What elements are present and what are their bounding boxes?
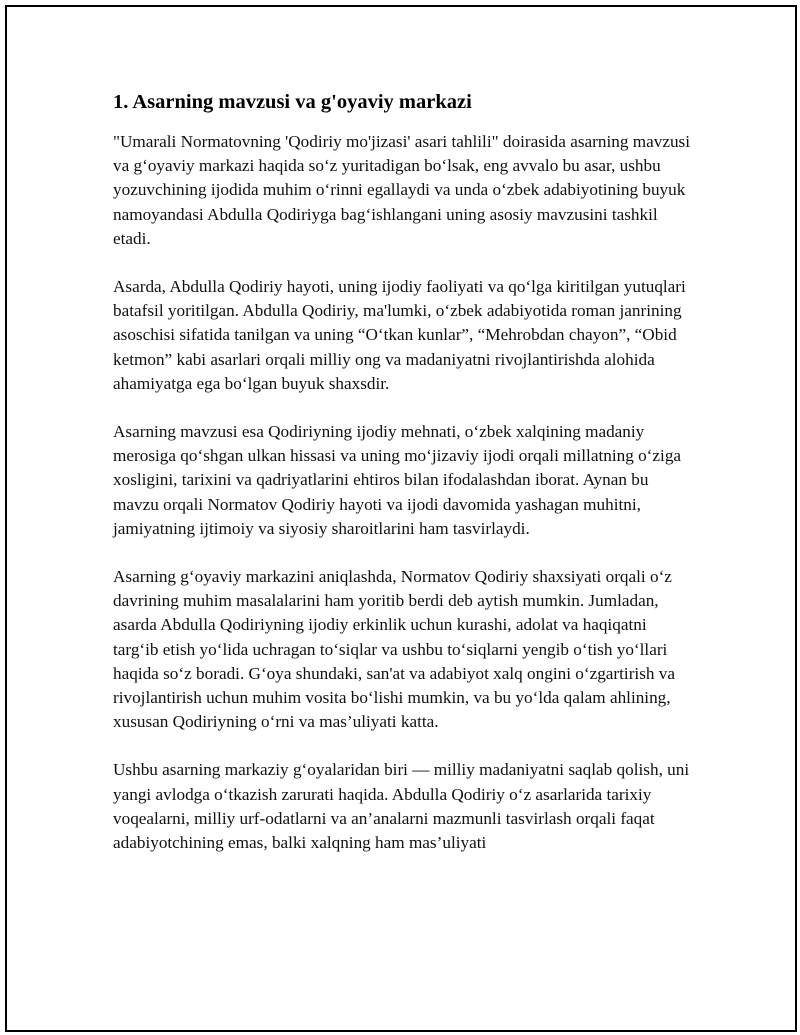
- paragraph-2: Asarda, Abdulla Qodiriy hayoti, uning ijodiy faoliyati va qo‘lga kiritilgan yutuqlari batafsil yoritilgan. Abdulla Qodiriy, ma'lumki, o‘zbek adabiyotida roman janrining asoschisi sifatida tanilgan va uning “O‘tkan kunlar”, “Mehrobdan chayon”, “Obid ketmon” kabi asarlari orqali milliy ong va madaniyatni rivojlantirishda alohida ahamiyatga ega bo‘lgan buyuk shaxsdir.: [113, 277, 686, 393]
- paragraph-3: Asarning mavzusi esa Qodiriyning ijodiy mehnati, o‘zbek xalqining madaniy merosiga qo‘shgan ulkan hissasi va uning mo‘jizaviy ijodi orqali millatning o‘ziga xosligini, tarixini va qadriyatlarini ehtiros bilan ifodalashdan iborat. Aynan bu mavzu orqali Normatov Qodiriy hayoti va ijodi davomida yashagan muhitni, jamiyatning ijtimoiy va siyosiy sharoitlarini ham tasvirlaydi.: [113, 422, 682, 538]
- paragraph-1: "Umarali Normatovning 'Qodiriy mo'jizasi' asari tahlili" doirasida asarning mavzusi va g‘oyaviy markazi haqida so‘z yuritadigan bo‘lsak, eng avvalo bu asar, ushbu yozuvchining ijodida muhim o‘rinni egallaydi va unda o‘zbek adabiyotining buyuk namoyandasi Abdulla Qodiriyga bag‘ishlangani uning asosiy mavzusini tashkil etadi.: [113, 132, 691, 248]
- document-body: [113, 88, 693, 879]
- section-heading: 1. Asarning mavzusi va g'oyaviy markazi: [113, 91, 472, 113]
- paragraph-4: Asarning g‘oyaviy markazini aniqlashda, Normatov Qodiriy shaxsiyati orqali o‘z davrining muhim masalalarini ham yoritib berdi deb aytish mumkin. Jumladan, asarda Abdulla Qodiriyning ijodiy erkinlik uchun kurashi, adolat va haqiqatni targ‘ib etish yo‘lida uchragan to‘siqlar va ushbu to‘siqlarni yengib o‘tish yo‘llari haqida so‘z boradi. G‘oya shundaki, san'at va adabiyot xalq ongini o‘zgartirish va rivojlantirish uchun muhim vosita bo‘lishi mumkin, va bu yo‘lda qalam ahlining, xususan Qodiriyning o‘rni va mas’uliyati katta.: [113, 567, 676, 732]
- paragraph-5: Ushbu asarning markaziy g‘oyalaridan biri — milliy madaniyatni saqlab qolish, uni yangi avlodga o‘tkazish zarurati haqida. Abdulla Qodiriy o‘z asarlarida tarixiy voqealarni, milliy urf-odatlarni va an’analarni mazmunli tasvirlash orqali faqat adabiyotchining emas, balki xalqning ham mas’uliyati: [113, 760, 690, 853]
